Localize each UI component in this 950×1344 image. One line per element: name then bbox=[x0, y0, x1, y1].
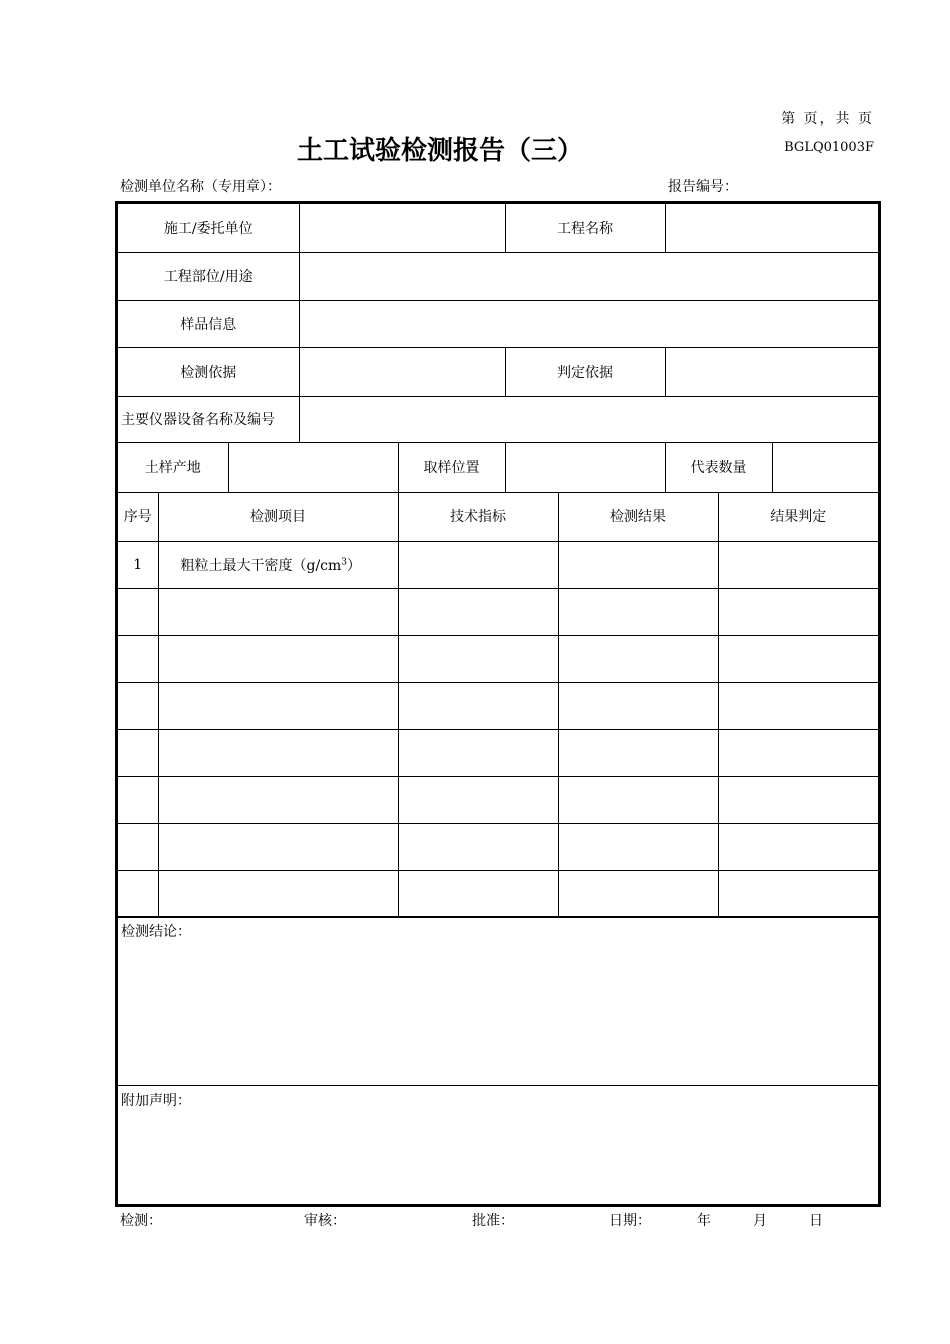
cell[interactable] bbox=[558, 635, 718, 682]
cell[interactable] bbox=[158, 588, 398, 635]
year-label: 年 bbox=[697, 1213, 711, 1229]
month-label: 月 bbox=[753, 1213, 767, 1229]
judge-basis-label: 判定依据 bbox=[505, 347, 665, 396]
cell[interactable] bbox=[558, 729, 718, 776]
sample-value[interactable] bbox=[299, 300, 878, 347]
table-row bbox=[118, 776, 878, 823]
cell[interactable] bbox=[158, 870, 398, 917]
cell[interactable] bbox=[118, 870, 158, 917]
part-value[interactable] bbox=[299, 252, 878, 300]
row-no: 1 bbox=[118, 541, 158, 588]
conclusion-box[interactable] bbox=[118, 916, 878, 1085]
header-result: 检测结果 bbox=[558, 492, 718, 541]
date-label: 日期： bbox=[609, 1213, 651, 1229]
cell[interactable] bbox=[118, 682, 158, 729]
cell[interactable] bbox=[398, 823, 558, 870]
cell[interactable] bbox=[558, 823, 718, 870]
cell[interactable] bbox=[398, 729, 558, 776]
cell[interactable] bbox=[718, 823, 878, 870]
part-label: 工程部位/用途 bbox=[118, 252, 299, 300]
cell[interactable] bbox=[718, 729, 878, 776]
page-number: 第 页，共 页 bbox=[781, 111, 874, 127]
quantity-label: 代表数量 bbox=[665, 442, 772, 492]
report-frame bbox=[115, 201, 881, 1207]
cell[interactable] bbox=[118, 776, 158, 823]
table-row bbox=[118, 635, 878, 682]
origin-table bbox=[118, 442, 878, 493]
cell[interactable] bbox=[398, 635, 558, 682]
cell[interactable] bbox=[118, 635, 158, 682]
tester-label: 检测： bbox=[120, 1213, 162, 1229]
results-table bbox=[118, 492, 878, 918]
header-spec: 技术指标 bbox=[398, 492, 558, 541]
cell[interactable] bbox=[558, 776, 718, 823]
cell[interactable] bbox=[118, 588, 158, 635]
basis-value[interactable] bbox=[299, 347, 505, 396]
origin-label: 土样产地 bbox=[118, 442, 228, 492]
header-item: 检测项目 bbox=[158, 492, 398, 541]
row-item-close: ） bbox=[347, 557, 362, 574]
cell[interactable] bbox=[558, 870, 718, 917]
cell[interactable] bbox=[398, 682, 558, 729]
cell[interactable] bbox=[398, 776, 558, 823]
row-item-text: 粗粒土最大干密度（g/cm bbox=[180, 557, 342, 574]
cell[interactable] bbox=[398, 588, 558, 635]
org-label: 检测单位名称（专用章）： bbox=[120, 179, 281, 195]
cell[interactable] bbox=[158, 729, 398, 776]
statement-label: 附加声明： bbox=[121, 1093, 191, 1109]
cell[interactable] bbox=[718, 682, 878, 729]
table-row bbox=[118, 588, 878, 635]
table-row bbox=[118, 729, 878, 776]
cell[interactable] bbox=[718, 776, 878, 823]
table-row bbox=[118, 682, 878, 729]
row-item bbox=[158, 541, 398, 588]
conclusion-label: 检测结论： bbox=[121, 924, 191, 940]
table-row bbox=[118, 870, 878, 917]
project-name-label: 工程名称 bbox=[505, 204, 665, 252]
info-table bbox=[118, 204, 878, 443]
header-judgement: 结果判定 bbox=[718, 492, 878, 541]
client-value[interactable] bbox=[299, 204, 505, 252]
cell[interactable] bbox=[158, 776, 398, 823]
location-value[interactable] bbox=[505, 442, 665, 492]
equipment-label: 主要仪器设备名称及编号 bbox=[118, 396, 299, 442]
cell[interactable] bbox=[718, 635, 878, 682]
judge-basis-value[interactable] bbox=[665, 347, 878, 396]
row-spec[interactable] bbox=[398, 541, 558, 588]
location-label: 取样位置 bbox=[398, 442, 505, 492]
quantity-value[interactable] bbox=[772, 442, 878, 492]
client-label: 施工/委托单位 bbox=[118, 204, 299, 252]
cell[interactable] bbox=[118, 823, 158, 870]
sample-label: 样品信息 bbox=[118, 300, 299, 347]
cell[interactable] bbox=[118, 729, 158, 776]
project-name-value[interactable] bbox=[665, 204, 878, 252]
cell[interactable] bbox=[158, 635, 398, 682]
reviewer-label: 审核： bbox=[304, 1213, 346, 1229]
row-item-sup: 3 bbox=[341, 556, 348, 567]
day-label: 日 bbox=[809, 1213, 823, 1229]
equipment-value[interactable] bbox=[299, 396, 878, 442]
approver-label: 批准： bbox=[472, 1213, 514, 1229]
cell[interactable] bbox=[398, 870, 558, 917]
table-row bbox=[118, 823, 878, 870]
header-no: 序号 bbox=[118, 492, 158, 541]
form-code: BGLQ01003F bbox=[784, 140, 874, 155]
basis-label: 检测依据 bbox=[118, 347, 299, 396]
row-judgement[interactable] bbox=[718, 541, 878, 588]
page-title: 土工试验检测报告（三） bbox=[296, 136, 583, 166]
origin-value[interactable] bbox=[228, 442, 398, 492]
statement-box[interactable] bbox=[118, 1085, 878, 1205]
cell[interactable] bbox=[718, 588, 878, 635]
row-result[interactable] bbox=[558, 541, 718, 588]
cell[interactable] bbox=[158, 682, 398, 729]
cell[interactable] bbox=[558, 682, 718, 729]
cell[interactable] bbox=[718, 870, 878, 917]
cell[interactable] bbox=[158, 823, 398, 870]
report-no-label: 报告编号： bbox=[668, 179, 738, 195]
cell[interactable] bbox=[558, 588, 718, 635]
